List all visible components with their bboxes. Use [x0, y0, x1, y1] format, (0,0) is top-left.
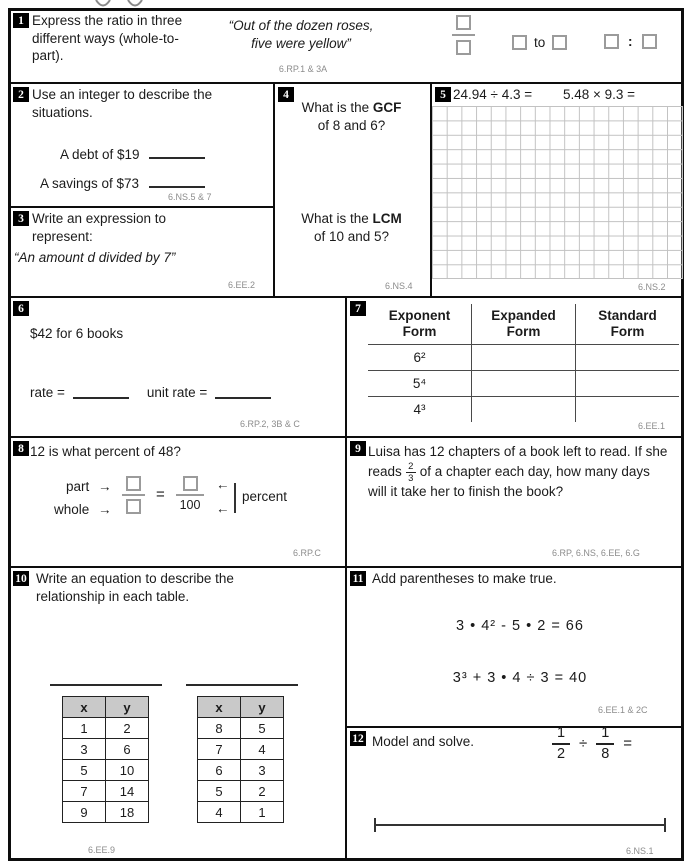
cell: 3 [241, 760, 284, 781]
column-header: y [241, 697, 284, 718]
arrow-left-icon: ← [216, 477, 230, 492]
number-line [374, 818, 666, 832]
exponent-cell: 6² [368, 345, 472, 371]
q2-term: LCM [372, 211, 402, 226]
problem-3-prompt: Write an expression to represent: [32, 211, 167, 244]
problem-1-quote [203, 17, 399, 53]
problem-6-badge: 6 [13, 301, 29, 316]
divider [273, 82, 275, 298]
problem-4-badge: 4 [278, 87, 294, 102]
problem-10-badge: 10 [13, 571, 29, 586]
part-label: part [66, 479, 90, 494]
table-row [63, 739, 149, 760]
fraction-bar [452, 34, 475, 36]
problem-2-badge: 2 [13, 87, 29, 102]
q1-term: GCF [372, 100, 402, 115]
answer-box[interactable] [456, 15, 471, 30]
divider [345, 296, 347, 859]
problem-5-badge: 5 [435, 87, 451, 102]
answer-cell[interactable] [472, 371, 576, 397]
table-row [63, 781, 149, 802]
quote-line-1: “Out of the dozen roses, [228, 18, 374, 33]
problem-12-standard: 6.NS.1 [626, 846, 654, 856]
problem-2-prompt: Use an integer to describe the situations. [32, 87, 213, 120]
ratio-fraction-blank[interactable] [452, 15, 475, 55]
bracket-line [234, 483, 236, 513]
equals-sign: = [156, 486, 165, 503]
answer-blank[interactable] [149, 146, 205, 159]
problem-5-equation-2: 5.48 × 9.3 = [563, 87, 636, 102]
work-grid[interactable] [432, 106, 683, 279]
table-row [368, 371, 679, 397]
denominator: 2 [556, 746, 566, 762]
unit-rate-label: unit rate = [146, 385, 208, 400]
problem-3-expression: “An amount d divided by 7” [14, 250, 176, 265]
problem-2-standard: 6.NS.5 & 7 [168, 192, 212, 202]
exponent-cell: 4³ [368, 397, 472, 423]
fraction-one-eighth [596, 726, 614, 762]
table-row [198, 802, 284, 823]
quote-line-2: five were yellow” [251, 36, 351, 51]
answer-box[interactable] [642, 34, 657, 49]
percent-fraction[interactable] [176, 476, 204, 512]
text-before-fraction: Luisa has 12 chapters of a book left to read. If she reads [368, 444, 668, 479]
cell: 6 [198, 760, 241, 781]
cell: 2 [106, 718, 149, 739]
text-after-fraction: of a chapter each day, how many days will it take her to finish the book? [368, 463, 650, 499]
problem-4-question-1 [280, 99, 423, 134]
denominator: 3 [408, 472, 414, 484]
answer-cell[interactable] [576, 371, 680, 397]
problem-8-badge: 8 [13, 441, 29, 456]
cell: 8 [198, 718, 241, 739]
problem-7-standard: 6.EE.1 [638, 421, 666, 431]
table-row [368, 397, 679, 423]
problem-6-prompt: $42 for 6 books [30, 326, 124, 341]
problem-8-standard: 6.RP.C [293, 548, 321, 558]
problem-2-item-2 [40, 175, 205, 193]
cell: 2 [241, 781, 284, 802]
problem-2-item-1 [60, 146, 205, 164]
percent-label: percent [242, 489, 288, 504]
division-sign: ÷ [579, 735, 588, 753]
problem-12-badge: 12 [350, 731, 366, 746]
cell: 5 [241, 718, 284, 739]
equation-blank[interactable] [186, 684, 298, 686]
cell: 9 [63, 802, 106, 823]
cell: 6 [106, 739, 149, 760]
answer-cell[interactable] [576, 397, 680, 423]
problem-10-prompt: Write an equation to describe the relationship in each table. [36, 571, 234, 604]
numerator: 2 [408, 460, 414, 472]
numerator: 1 [601, 725, 610, 741]
table-row [198, 739, 284, 760]
equals-sign: = [623, 735, 632, 753]
fraction-one-half [552, 726, 570, 762]
table-row [63, 802, 149, 823]
cell: 10 [106, 760, 149, 781]
problem-5-equation-1: 24.94 ÷ 4.3 = [453, 87, 533, 102]
problem-11-badge: 11 [350, 571, 366, 586]
divider [8, 206, 275, 208]
column-header: x [63, 697, 106, 718]
numerator: 1 [556, 725, 566, 741]
equation-blank[interactable] [50, 684, 162, 686]
xy-table-2 [197, 696, 284, 823]
savings-label: A savings of $73 [40, 176, 140, 191]
q2-pre: What is the [301, 211, 373, 226]
colon-label: : [628, 34, 633, 49]
percent-proportion-diagram [48, 476, 348, 538]
table-row [63, 718, 149, 739]
problem-3-standard: 6.EE.2 [228, 280, 256, 290]
number-line-bar [376, 824, 664, 826]
denominator-100: 100 [179, 498, 201, 512]
denominator: 8 [601, 746, 610, 762]
table-row [198, 718, 284, 739]
problem-1-prompt: Express the ratio in three different ways (whole-to-part). [32, 13, 183, 63]
problem-4-question-2 [280, 210, 423, 245]
cell: 14 [106, 781, 149, 802]
ratio-colon-blank [604, 33, 657, 51]
whole-label: whole [54, 502, 90, 517]
table-row [63, 760, 149, 781]
column-header: y [106, 697, 149, 718]
problem-6-answers [30, 384, 271, 402]
problem-7-badge: 7 [350, 301, 366, 316]
cell: 3 [63, 739, 106, 760]
rate-label: rate = [30, 385, 65, 400]
cell: 1 [241, 802, 284, 823]
problem-11-prompt: Add parentheses to make true. [372, 571, 557, 586]
q1-pre: What is the [301, 100, 373, 115]
cell: 4 [241, 739, 284, 760]
problem-10-standard: 6.EE.9 [88, 845, 116, 855]
answer-cell[interactable] [472, 397, 576, 423]
problem-8-prompt: 12 is what percent of 48? [30, 444, 181, 459]
cell: 18 [106, 802, 149, 823]
answer-blank[interactable] [149, 175, 205, 188]
problem-12-prompt: Model and solve. [372, 734, 475, 749]
q2-line2: of 10 and 5? [313, 228, 390, 244]
problem-9-text [368, 443, 670, 501]
table-row [368, 345, 679, 371]
problem-4-standard: 6.NS.4 [385, 281, 413, 291]
column-header: Expanded Form [472, 304, 576, 345]
divider [345, 726, 684, 728]
two-thirds-fraction [406, 462, 416, 483]
fraction-bar [552, 743, 570, 745]
column-header: x [198, 697, 241, 718]
equation-2: 3³ + 3 • 4 ÷ 3 = 40 [452, 670, 588, 686]
problem-6-standard: 6.RP.2, 3B & C [240, 419, 300, 429]
cell: 1 [63, 718, 106, 739]
answer-cell[interactable] [472, 345, 576, 371]
problem-3-badge: 3 [13, 211, 29, 226]
fraction-bar [122, 494, 145, 496]
arrow-right-icon: → [98, 479, 112, 494]
answer-box[interactable] [604, 34, 619, 49]
arrow-left-icon: ← [216, 501, 230, 516]
table-row [198, 781, 284, 802]
problem-5-standard: 6.NS.2 [638, 282, 666, 292]
ratio-to-blank [512, 34, 567, 52]
fraction-bar [596, 743, 614, 745]
answer-blank[interactable] [73, 386, 129, 399]
divider [8, 82, 684, 84]
answer-box[interactable] [126, 499, 141, 514]
column-header: Exponent Form [368, 304, 472, 345]
problem-11-standard: 6.EE.1 & 2C [598, 705, 648, 715]
cell: 7 [63, 781, 106, 802]
problem-9-standard: 6.RP, 6.NS, 6.EE, 6.G [552, 548, 640, 558]
problem-1-standard: 6.RP.1 & 3A [278, 64, 328, 74]
exponent-table [368, 304, 679, 422]
part-whole-fraction[interactable] [122, 476, 145, 514]
answer-box[interactable] [126, 476, 141, 491]
problem-9-badge: 9 [350, 441, 366, 456]
answer-cell[interactable] [576, 345, 680, 371]
answer-box[interactable] [183, 476, 198, 491]
debt-label: A debt of $19 [60, 147, 140, 162]
cell: 7 [198, 739, 241, 760]
equation-1: 3 • 4² - 5 • 2 = 66 [456, 618, 584, 634]
to-label: to [534, 35, 546, 50]
answer-box[interactable] [512, 35, 527, 50]
answer-blank[interactable] [215, 386, 271, 399]
fraction-division-expression [552, 726, 632, 762]
column-header: Standard Form [576, 304, 680, 345]
xy-table-1 [62, 696, 149, 823]
table-row [198, 760, 284, 781]
problem-1-badge: 1 [13, 13, 29, 28]
arrow-right-icon: → [98, 502, 112, 517]
answer-box[interactable] [456, 40, 471, 55]
cell: 5 [63, 760, 106, 781]
q1-line2: of 8 and 6? [317, 117, 386, 133]
exponent-cell: 5⁴ [368, 371, 472, 397]
answer-box[interactable] [552, 35, 567, 50]
cell: 4 [198, 802, 241, 823]
cell: 5 [198, 781, 241, 802]
fraction-bar [176, 494, 204, 496]
